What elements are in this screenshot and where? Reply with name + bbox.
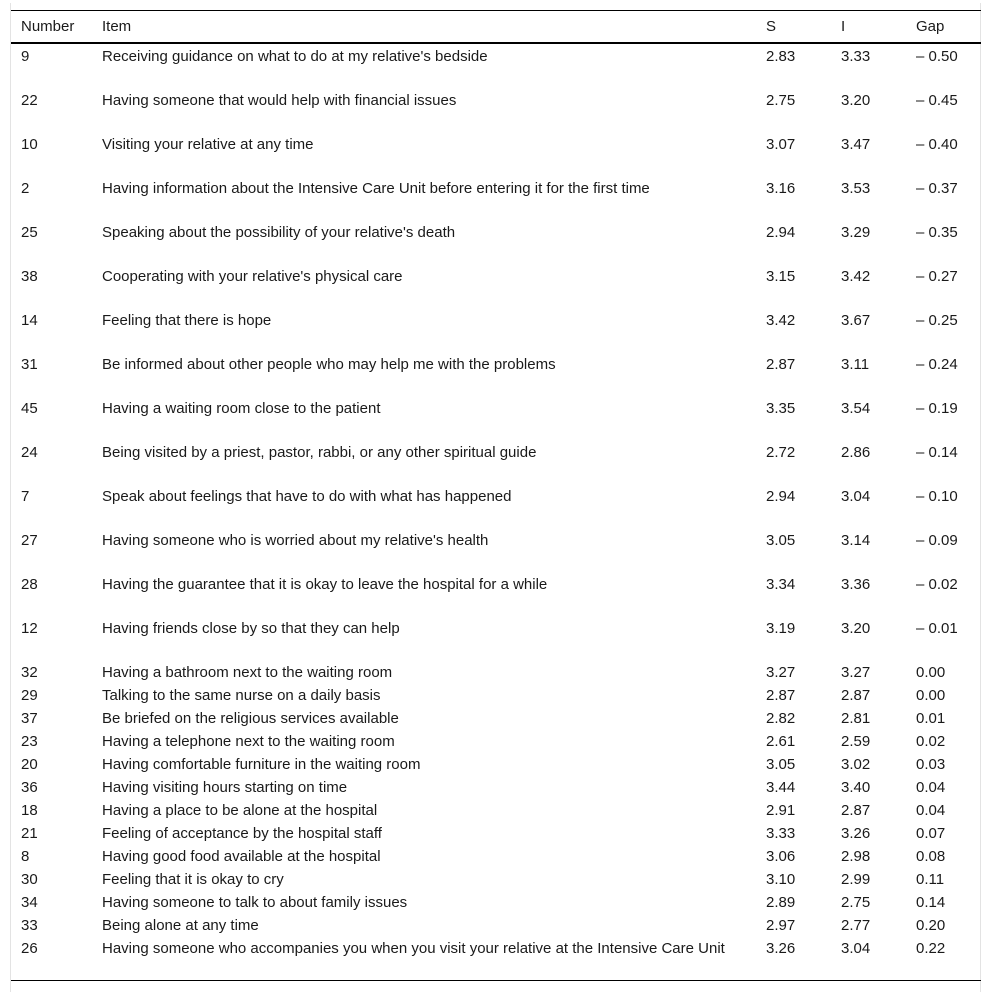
row-s-value: 2.91 [766,802,796,819]
row-item: Having someone who is worried about my relative's health [102,532,489,549]
row-i-value: 2.87 [841,802,871,819]
table-row [11,754,981,777]
row-number: 14 [21,312,38,329]
row-item: Visiting your relative at any time [102,136,314,153]
row-number: 21 [21,825,38,842]
table-row [11,43,981,90]
row-number: 8 [21,848,30,865]
row-s-value: 3.05 [766,756,796,773]
row-number: 24 [21,444,38,461]
row-s-value: 2.75 [766,92,796,109]
row-s-value: 3.33 [766,825,796,842]
row-gap-value: – 0.02 [916,576,958,593]
row-number: 37 [21,710,38,727]
row-item: Having good food available at the hospital [102,848,381,865]
table-row [11,90,981,134]
header-item: Item [102,17,132,35]
row-s-value: 2.82 [766,710,796,727]
row-item: Talking to the same nurse on a daily basis [102,687,381,704]
row-number: 38 [21,268,38,285]
row-gap-value: 0.07 [916,825,946,842]
table-row [11,915,981,938]
row-s-value: 3.35 [766,400,796,417]
row-number: 26 [21,940,38,957]
row-number: 32 [21,664,38,681]
row-i-value: 2.86 [841,444,871,461]
row-number: 34 [21,894,38,911]
row-s-value: 3.34 [766,576,796,593]
row-s-value: 2.97 [766,917,796,934]
row-s-value: 3.44 [766,779,796,796]
table-row [11,823,981,846]
row-gap-value: 0.08 [916,848,946,865]
table-row [11,777,981,800]
row-s-value: 3.19 [766,620,796,637]
table-row [11,892,981,915]
row-gap-value: 0.02 [916,733,946,750]
row-gap-value: – 0.37 [916,180,958,197]
row-s-value: 2.94 [766,224,796,241]
row-i-value: 3.20 [841,620,871,637]
row-number: 12 [21,620,38,637]
row-item: Being visited by a priest, pastor, rabbi, or any other spiritual guide [102,444,537,461]
header-gap: Gap [916,17,945,35]
table-row [11,685,981,708]
row-gap-value: – 0.45 [916,92,958,109]
row-i-value: 3.33 [841,48,871,65]
table-row [11,354,981,398]
row-item: Feeling of acceptance by the hospital staff [102,825,382,842]
row-gap-value: 0.11 [916,871,945,888]
row-number: 30 [21,871,38,888]
table-row [11,530,981,574]
table-row [11,398,981,442]
table-row [11,618,981,662]
row-item: Having the guarantee that it is okay to leave the hospital for a while [102,576,548,593]
table-row [11,442,981,486]
row-gap-value: – 0.09 [916,532,958,549]
row-item: Having someone that would help with financial issues [102,92,457,109]
row-gap-value: 0.22 [916,940,946,957]
row-s-value: 3.26 [766,940,796,957]
row-gap-value: – 0.01 [916,620,958,637]
row-number: 29 [21,687,38,704]
row-gap-value: – 0.24 [916,356,958,373]
row-i-value: 2.75 [841,894,871,911]
row-item: Having a bathroom next to the waiting room [102,664,393,681]
row-number: 45 [21,400,38,417]
row-number: 33 [21,917,38,934]
row-gap-value: 0.03 [916,756,946,773]
row-gap-value: 0.00 [916,664,946,681]
row-item: Having a place to be alone at the hospital [102,802,378,819]
row-gap-value: 0.04 [916,802,946,819]
row-gap-value: – 0.35 [916,224,958,241]
row-item: Be briefed on the religious services available [102,710,399,727]
row-number: 7 [21,488,30,505]
row-gap-value: 0.14 [916,894,946,911]
row-gap-value: 0.20 [916,917,946,934]
row-i-value: 3.02 [841,756,871,773]
row-i-value: 2.87 [841,687,871,704]
table-row [11,869,981,892]
row-number: 28 [21,576,38,593]
row-s-value: 3.07 [766,136,796,153]
table-row [11,938,981,981]
row-gap-value: – 0.50 [916,48,958,65]
header-row [11,11,981,44]
table-row [11,178,981,222]
row-item: Feeling that it is okay to cry [102,871,284,888]
table-row [11,731,981,754]
row-item: Cooperating with your relative's physical care [102,268,403,285]
row-number: 31 [21,356,38,373]
row-item: Having friends close by so that they can help [102,620,400,637]
table-row [11,222,981,266]
row-i-value: 3.67 [841,312,871,329]
row-item: Having someone to talk to about family issues [102,894,408,911]
row-i-value: 2.98 [841,848,871,865]
row-number: 27 [21,532,38,549]
needs-gap-table [11,10,981,981]
row-s-value: 2.87 [766,687,796,704]
row-s-value: 2.94 [766,488,796,505]
row-i-value: 3.42 [841,268,871,285]
row-item: Having someone who accompanies you when you visit your relative at the Intensive Care Unit [102,940,725,957]
row-item: Be informed about other people who may help me with the problems [102,356,556,373]
table-body [11,43,981,981]
row-i-value: 2.59 [841,733,871,750]
row-i-value: 3.54 [841,400,871,417]
row-number: 18 [21,802,38,819]
row-gap-value: – 0.27 [916,268,958,285]
header-s: S [766,17,777,35]
row-i-value: 3.36 [841,576,871,593]
table-row [11,800,981,823]
row-i-value: 3.29 [841,224,871,241]
row-s-value: 3.06 [766,848,796,865]
row-s-value: 2.61 [766,733,796,750]
table-row [11,662,981,685]
row-s-value: 3.10 [766,871,796,888]
row-item: Having comfortable furniture in the waiting room [102,756,421,773]
row-s-value: 3.42 [766,312,796,329]
row-item: Speak about feelings that have to do with what has happened [102,488,512,505]
row-i-value: 3.04 [841,488,871,505]
table-row [11,574,981,618]
row-gap-value: – 0.10 [916,488,958,505]
row-item: Being alone at any time [102,917,259,934]
row-s-value: 2.72 [766,444,796,461]
row-item: Having a waiting room close to the patient [102,400,381,417]
row-item: Having visiting hours starting on time [102,779,348,796]
row-item: Receiving guidance on what to do at my relative's bedside [102,48,488,65]
row-item: Having information about the Intensive Care Unit before entering it for the first time [102,180,650,197]
row-number: 10 [21,136,38,153]
row-number: 36 [21,779,38,796]
header-number: Number [21,17,75,35]
row-gap-value: – 0.14 [916,444,958,461]
row-i-value: 2.99 [841,871,871,888]
row-item: Feeling that there is hope [102,312,272,329]
table-row [11,266,981,310]
header-i: I [841,17,846,35]
row-i-value: 3.20 [841,92,871,109]
row-gap-value: – 0.40 [916,136,958,153]
table-row [11,708,981,731]
row-gap-value: – 0.25 [916,312,958,329]
table-row [11,486,981,530]
row-s-value: 2.89 [766,894,796,911]
row-number: 2 [21,180,30,197]
row-s-value: 3.15 [766,268,796,285]
row-i-value: 2.77 [841,917,871,934]
row-s-value: 3.16 [766,180,796,197]
row-i-value: 3.40 [841,779,871,796]
row-number: 9 [21,48,30,65]
row-s-value: 2.83 [766,48,796,65]
row-item: Having a telephone next to the waiting room [102,733,395,750]
row-i-value: 3.14 [841,532,871,549]
row-gap-value: 0.04 [916,779,946,796]
row-s-value: 2.87 [766,356,796,373]
row-i-value: 2.81 [841,710,871,727]
table-row [11,134,981,178]
row-i-value: 3.04 [841,940,871,957]
table-row [11,846,981,869]
table-row [11,310,981,354]
row-s-value: 3.27 [766,664,796,681]
row-number: 23 [21,733,38,750]
row-i-value: 3.26 [841,825,871,842]
row-number: 22 [21,92,38,109]
row-gap-value: 0.01 [916,710,946,727]
row-number: 25 [21,224,38,241]
row-i-value: 3.47 [841,136,871,153]
row-i-value: 3.11 [841,356,870,373]
row-i-value: 3.53 [841,180,871,197]
row-number: 20 [21,756,38,773]
row-item: Speaking about the possibility of your relative's death [102,224,456,241]
row-gap-value: 0.00 [916,687,946,704]
row-gap-value: – 0.19 [916,400,958,417]
row-s-value: 3.05 [766,532,796,549]
row-i-value: 3.27 [841,664,871,681]
table-header [11,11,981,44]
